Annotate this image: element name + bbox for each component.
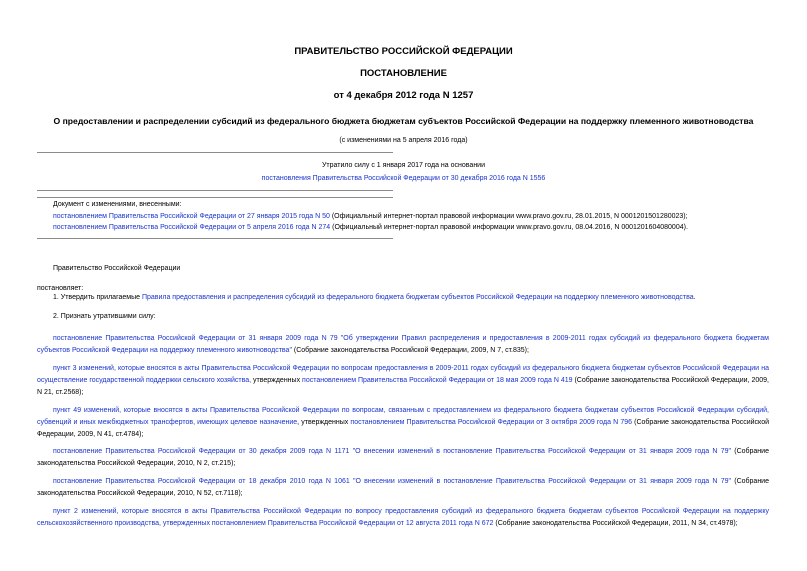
expiry-link[interactable]: постановления Правительства Российской Федерации от 30 декабря 2016 года N 1556 <box>261 175 546 182</box>
government-label: Правительство Российской Федерации <box>53 265 181 272</box>
repealed-source: (Собрание законодательства Российской Федерации, 2009, N 21, ст.2568); <box>37 377 769 397</box>
repealed-item <box>37 363 769 400</box>
rules-link[interactable]: Правила предоставления и распределения субсидий из федерального бюджета бюджетам субъектов Российской Федерации на поддержку племенного животноводства <box>141 294 694 301</box>
document-date-number: от 4 декабря 2012 года N 1257 <box>333 90 474 101</box>
repealed-link[interactable]: постановление Правительства Российской Федерации от 18 декабря 2010 года N 1061 "О внесении изменений в постановление Правительства Российской Федерации от 31 января 2009 года N 79" <box>53 478 731 485</box>
repealed-mid: , утвержденных <box>297 419 351 427</box>
repealed-link[interactable]: постановление Правительства Российской Федерации от 30 декабря 2009 года N 1171 "О внесении изменений в постановление Правительства Российской Федерации от 31 января 2009 года N 79" <box>53 448 731 455</box>
change-link[interactable]: постановлением Правительства Российской Федерации от 5 апреля 2016 года N 274 <box>53 224 331 231</box>
repealed-source: (Собрание законодательства Российской Федерации, 2010, N 52, ст.7118); <box>37 478 769 498</box>
paragraph-1 <box>53 292 783 304</box>
change-item <box>53 222 793 234</box>
repealed-item <box>37 405 769 442</box>
paragraph-1-prefix: 1. Утвердить прилагаемые <box>53 294 142 301</box>
repealed-item <box>37 506 769 530</box>
change-source: (Официальный интернет-портал правовой информации www.pravo.gov.ru, 28.01.2015, N 0001201501280023); <box>329 213 688 220</box>
repealed-link[interactable]: постановлением Правительства Российской Федерации от 3 октября 2009 года N 796 <box>350 419 633 427</box>
divider <box>37 238 393 239</box>
resolves-label: постановляет: <box>37 285 84 292</box>
repealed-link[interactable]: пункт 3 изменений, которые вносятся в акты Правительства Российской Федерации по вопросам предоставления в 2009-2011 годах субсидий из федерального бюджета бюджетам субъектов Российской Федерации на осуществление государственной поддержки сельского хозяйства, <box>37 365 769 385</box>
paragraph-2: 2. Признать утратившими силу: <box>53 313 156 320</box>
repealed-link[interactable]: пункт 2 изменений, которые вносятся в акты Правительства Российской Федерации по вопросу предоставления субсидий из федерального бюджета бюджетам субъектов Российской Федерации на поддержку сельскохозяйственного производства, утвержденных постановлением Правительства Российской Федерации от 12 августа 2011 года N 672 <box>37 508 769 528</box>
repealed-item <box>37 476 769 500</box>
repealed-item <box>37 446 769 470</box>
repealed-link[interactable]: постановлением Правительства Российской Федерации от 18 мая 2009 года N 419 <box>302 377 573 385</box>
repealed-source: (Собрание законодательства Российской Федерации, 2011, N 34, ст.4978); <box>493 520 738 528</box>
repealed-source: (Собрание законодательства Российской Федерации, 2009, N 41, ст.4784); <box>37 419 769 439</box>
government-heading: ПРАВИТЕЛЬСТВО РОССИЙСКОЙ ФЕДЕРАЦИИ <box>294 46 513 57</box>
divider <box>37 197 393 198</box>
repealed-link[interactable]: пункт 49 изменений, которые вносятся в акты Правительства Российской Федерации по вопросам, связанным с предоставлением из федерального бюджета бюджетам субъектов Российской Федерации субсидий, субвенций и иных межбюджетных трансфертов, имеющих целевое назначение <box>37 407 769 427</box>
change-link[interactable]: постановлением Правительства Российской Федерации от 27 января 2015 года N 50 <box>53 213 330 220</box>
change-source: (Официальный интернет-портал правовой информации www.pravo.gov.ru, 08.04.2016, N 0001201604080004). <box>330 224 688 231</box>
amendments-note: (с изменениями на 5 апреля 2016 года) <box>339 137 468 144</box>
divider <box>37 152 393 153</box>
changes-intro: Документ с изменениями, внесенными: <box>53 201 182 208</box>
paragraph-1-suffix: . <box>693 294 696 301</box>
repealed-source: (Собрание законодательства Российской Федерации, 2009, N 7, ст.835); <box>291 347 529 355</box>
expiry-line: Утратило силу с 1 января 2017 года на основании <box>321 162 486 169</box>
repealed-mid: утвержденных <box>251 377 303 385</box>
repealed-link[interactable]: постановление Правительства Российской Федерации от 31 января 2009 года N 79 "Об утверждении Правил распределения и предоставления в 2009-2011 годах субсидий из федерального бюджета бюджетам субъектов Российской Федерации на поддержку племенного животноводства" <box>37 335 769 355</box>
repealed-item <box>37 333 769 357</box>
divider <box>37 190 393 191</box>
repealed-source: (Собрание законодательства Российской Федерации, 2010, N 2, ст.215); <box>37 448 769 468</box>
document-type: ПОСТАНОВЛЕНИЕ <box>360 68 447 79</box>
document-title: О предоставлении и распределении субсидий из федерального бюджета бюджетам субъектов Российской Федерации на поддержку племенного животноводства <box>53 116 754 126</box>
